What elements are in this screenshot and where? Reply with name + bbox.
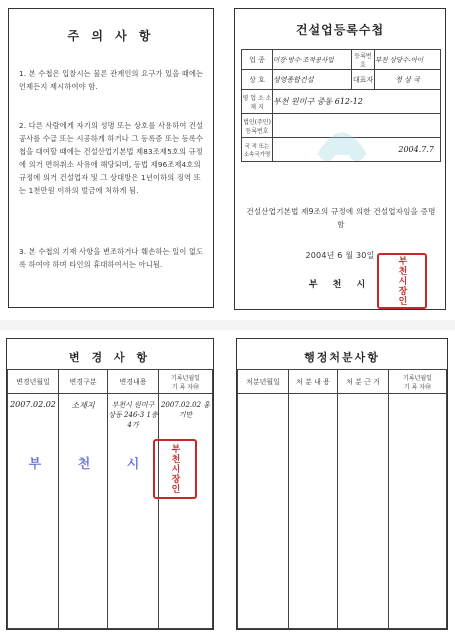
admin-cell [338,394,389,629]
issue-date: 2004년 6 월 30일 [305,251,375,260]
city-emblem-icon [307,105,377,165]
header-action-content: 처 분 내 용 [289,370,338,394]
header-admin-record: 기록년월일 기 록 자㊞ [389,370,447,394]
certification-text: 건설산업기본법 제9조의 규정에 의한 건설업자임을 증명함 [246,207,436,229]
admin-cell [238,394,289,629]
header-change-date: 변경년월일 [8,370,59,394]
label-nationality: 국 적 또는 소속국가명 [242,138,273,162]
value-address: 부천 원미구 중동 612-12 [273,90,441,114]
label-reg-no: 등록번호 [352,50,375,70]
entry-date: 2007.02.02 [8,394,59,629]
notice-page [0,0,225,320]
notice-frame [8,8,214,308]
admin-table [237,369,447,629]
label-company: 상 호 [242,70,273,90]
admin-cell [389,394,447,629]
admin-page [228,330,455,640]
label-corp-no: 법인(주민) 등록번호 [242,114,273,138]
issuer-name: 부 천 시 [308,280,372,290]
changes-title: 변 경 사 항 [69,351,151,364]
entry-content: 부천시 원미구 상동 246-3 1층4가 [108,394,159,629]
changes-seal: 부천시장인 [153,439,197,499]
value-date-field: 2004.7.7 [273,138,441,162]
admin-title: 행정처분사항 [304,351,380,364]
entry-record: 2007.02.02 홍기만 [159,394,213,629]
registration-page [228,0,455,320]
entry-type: 소재지 [59,394,108,629]
admin-frame [236,338,448,630]
page-fold [0,320,455,330]
value-company: 성영종합건설 [273,70,352,90]
changes-frame [6,338,214,630]
notice-item-1: 1. 본 수첩은 입찰시는 물론 관계인의 요구가 있을 때에는 언제든지 제시하여야 함. [19,69,204,91]
header-change-type: 변경구분 [59,370,108,394]
value-rep: 정 상 국 [375,70,441,90]
header-record: 기록년월일 기 록 자㊞ [159,370,213,394]
notice-item-3: 3. 본 수첩의 기재 사항을 변조하거나 훼손하는 일이 없도록 하여야 하며 타인의 휴대하여서는 아니됨. [19,247,204,269]
label-rep: 대표자 [352,70,375,90]
label-business: 업 종 [242,50,273,70]
changes-page [0,330,225,640]
header-action-basis: 처 분 근 거 [338,370,389,394]
header-action-date: 처분년월일 [238,370,289,394]
registration-title: 건설업등록수첩 [295,23,385,37]
official-seal: 부천시장인 [377,253,427,309]
label-address: 영 업 소 소 재 지 [242,90,273,114]
admin-cell [289,394,338,629]
value-reg-no: 부천 상당수-아이 [375,50,441,70]
registration-frame [234,8,446,310]
changes-issuer: 부 천 시 [28,457,156,472]
value-business: 미장·방수·조적공사업 [273,50,352,70]
header-change-content: 변경내용 [108,370,159,394]
notice-item-2: 2. 다른 사람에게 자기의 성명 또는 상호를 사용하여 건설공사를 수급 또는 시공하게 하거나 그 등록증 또는 등록수첩을 대여할 때에는 건설산업기본법 제83조제5호의 규정에 의거 면허취소 사유에 해당되며, 동법 제96조제4호의 규정에 의거 건설업자 및 그 상대방은 1년이하의 징역 또는 1천만원 이하의 벌금에 처하게 됨. [19,121,204,195]
changes-table [7,369,213,629]
notice-title: 주 의 사 항 [67,29,155,43]
